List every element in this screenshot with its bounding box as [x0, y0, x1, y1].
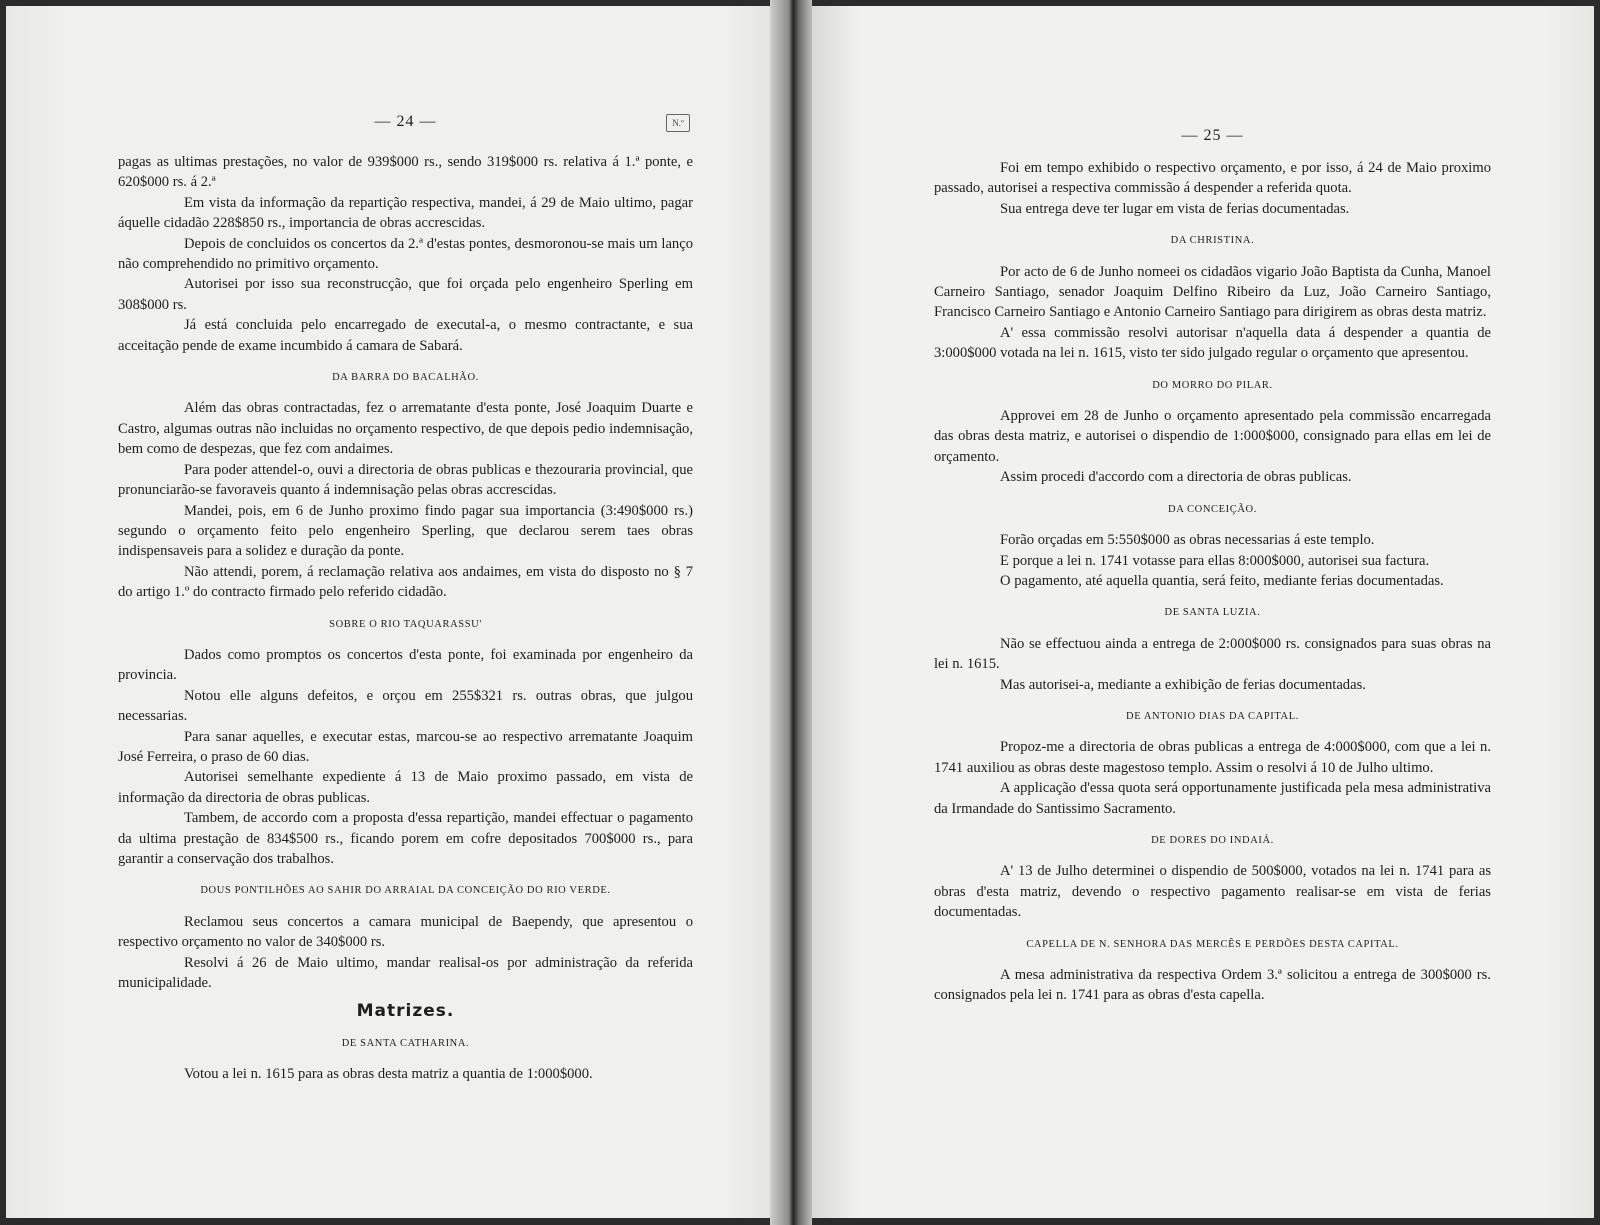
right-text-column — [934, 6, 1491, 1006]
paragraph: A' essa commissão resolvi autorisar n'aquella data á despender a quantia de 3:000$000 votada na lei n. 1615, visto ter sido julgado regular o orçamento que apresentou. — [934, 324, 1491, 362]
right-page — [812, 6, 1594, 1218]
left-page — [6, 6, 806, 1218]
library-stamp: N.º — [666, 114, 690, 132]
left-text-column — [118, 6, 693, 1085]
paragraph: Mandei, pois, em 6 de Junho proximo findo pagar sua importancia (3:490$000 rs.) segundo o orçamento feito pelo engenheiro Sperling, que declarou serem taes obras indispensaveis para a solidez e duração da ponte. — [118, 502, 693, 560]
section-heading: DE SANTA CATHARINA. — [341, 1037, 470, 1049]
paragraph: Sua entrega deve ter lugar em vista de ferias documentadas. — [1000, 200, 1350, 217]
paragraph: Em vista da informação da repartição respectiva, mandei, á 29 de Maio ultimo, pagar áquelle cidadão 228$850 rs., importancia de obras accrescidas. — [118, 194, 693, 232]
paragraph: Propoz-me a directoria de obras publicas a entrega de 4:000$000, com que a lei n. 1741 auxiliou as obras deste magestoso templo. Assim o resolvi á 10 de Julho ultimo. — [934, 739, 1491, 776]
paragraph: A' 13 de Julho determinei o dispendio de 500$000, votados na lei n. 1741 para as obras d'esta matriz, devendo o respectivo pagamento realisar-se em vista de ferias documentadas. — [934, 863, 1491, 921]
paragraph: Foi em tempo exhibido o respectivo orçamento, e por isso, á 24 de Maio proximo passado, autorisei a respectiva commissão á despender a referida quota. — [934, 160, 1491, 197]
paragraph: A applicação d'essa quota será opportunamente justificada pela mesa administrativa da Irmandade do Santissimo Sacramento. — [934, 780, 1491, 817]
left-blocks — [118, 152, 693, 1085]
section-heading: DE ANTONIO DIAS DA CAPITAL. — [1126, 710, 1299, 722]
paragraph: Para sanar aquelles, e executar estas, marcou-se ao respectivo arrematante Joaquim José Ferreira, o praso de 60 dias. — [118, 728, 693, 765]
chapter-heading: Matrizes. — [356, 1001, 455, 1022]
paragraph: O pagamento, até aquella quantia, será feito, mediante ferias documentadas. — [1000, 572, 1444, 589]
paragraph: Autorisei semelhante expediente á 13 de Maio proximo passado, em vista de informação da directoria de obras publicas. — [118, 769, 693, 806]
paragraph: E porque a lei n. 1741 votasse para ellas 8:000$000, autorisei sua factura. — [1000, 552, 1430, 569]
paragraph: Não se effectuou ainda a entrega de 2:000$000 rs. consignados para suas obras na lei n. 1615. — [934, 635, 1491, 673]
paragraph: Por acto de 6 de Junho nomeei os cidadãos vigario João Baptista da Cunha, Manoel Carneiro Santiago, senador Joaquim Delfino Ribeiro da Luz, João Carneiro Santiago, Francisco Carneiro Santiago e Antonio Carneiro Santiago para dirigirem as obras desta matriz. — [934, 263, 1491, 321]
paragraph: Tambem, de accordo com a proposta d'essa repartição, mandei effectuar o pagamento da ultima prestação de 834$500 rs., ficando porem em cofre depositados 700$000 rs., para garantir a conservação dos trabalhos. — [118, 810, 693, 867]
paragraph: Votou a lei n. 1615 para as obras desta matriz a quantia de 1:000$000. — [184, 1066, 593, 1083]
paragraph: Além das obras contractadas, fez o arrematante d'esta ponte, José Joaquim Duarte e Castro, algumas outras não incluidas no orçamento respectivo, de que depois pedio indemnisação, bem como de despezas, que fez com andaimes. — [118, 400, 693, 458]
paragraph: Reclamou seus concertos a camara municipal de Baependy, que apresentou o respectivo orçamento no valor de 340$000 rs. — [118, 913, 693, 951]
page-number: — 24 — — [374, 113, 437, 130]
paragraph: Assim procedi d'accordo com a directoria de obras publicas. — [1000, 469, 1352, 486]
paragraph: Já está concluida pelo encarregado de executal-a, o mesmo contractante, e sua acceitação pende de exame incumbido á camara de Sabará. — [118, 317, 693, 354]
section-heading: DE DORES DO INDAIÁ. — [1151, 834, 1274, 846]
paragraph: Para poder attendel-o, ouvi a directoria de obras publicas e thezouraria provincial, que pronunciarão-se favoraveis quanto á indemnisação pelas obras accrescidas. — [118, 461, 693, 499]
paragraph: Notou elle alguns defeitos, e orçou em 255$321 rs. outras obras, que julgou necessarias. — [118, 687, 693, 725]
book-gutter — [770, 0, 812, 1225]
paragraph: Mas autorisei-a, mediante a exhibição de ferias documentadas. — [1000, 676, 1366, 693]
section-heading: DA CONCEIÇÃO. — [1168, 503, 1257, 515]
paragraph: pagas as ultimas prestações, no valor de 939$000 rs., sendo 319$000 rs. relativa á 1.ª ponte, e 620$000 rs. á 2.ª — [118, 154, 693, 191]
paragraph: Não attendi, porem, á reclamação relativa aos andaimes, em vista do disposto no § 7 do artigo 1.º do contracto firmado pelo referido cidadão. — [118, 563, 693, 601]
paragraph: A mesa administrativa da respectiva Ordem 3.ª solicitou a entrega de 300$000 rs. consignados pela lei n. 1741 para as obras d'esta capella. — [934, 967, 1491, 1004]
section-heading: DA BARRA DO BACALHÃO. — [332, 372, 479, 384]
page-number: — 25 — — [1181, 127, 1244, 144]
section-heading: DO MORRO DO PILAR. — [1152, 379, 1273, 391]
section-heading: DE SANTA LUZIA. — [1164, 607, 1261, 619]
section-heading: SOBRE O RIO TAQUARASSU' — [329, 618, 482, 630]
paragraph: Autorisei por isso sua reconstrucção, que foi orçada pelo engenheiro Sperling em 308$000 rs. — [118, 276, 693, 313]
paragraph: Forão orçadas em 5:550$000 as obras necessarias á este templo. — [1000, 532, 1375, 549]
section-heading: CAPELLA DE N. SENHORA DAS MERCÊS E PERDÕES DESTA CAPITAL. — [1026, 938, 1399, 950]
paragraph: Resolvi á 26 de Maio ultimo, mandar realisal-os por administração da referida municipalidade. — [118, 954, 693, 992]
paragraph: Dados como promptos os concertos d'esta ponte, foi examinada por engenheiro da provincia. — [118, 646, 693, 684]
paragraph: Depois de concluidos os concertos da 2.ª d'estas pontes, desmoronou-se mais um lanço não comprehendido no primitivo orçamento. — [118, 235, 693, 273]
paragraph: Approvei em 28 de Junho o orçamento apresentado pela commissão encarregada das obras desta matriz, e autorisei o dispendio de 1:000$000, consignado para ellas em lei de orçamento. — [934, 408, 1491, 465]
section-heading: DA CHRISTINA. — [1170, 235, 1255, 247]
section-heading: DOUS PONTILHÕES AO SAHIR DO ARRAIAL DA CONCEIÇÃO DO RIO VERDE. — [200, 885, 611, 897]
right-blocks — [934, 158, 1491, 1006]
